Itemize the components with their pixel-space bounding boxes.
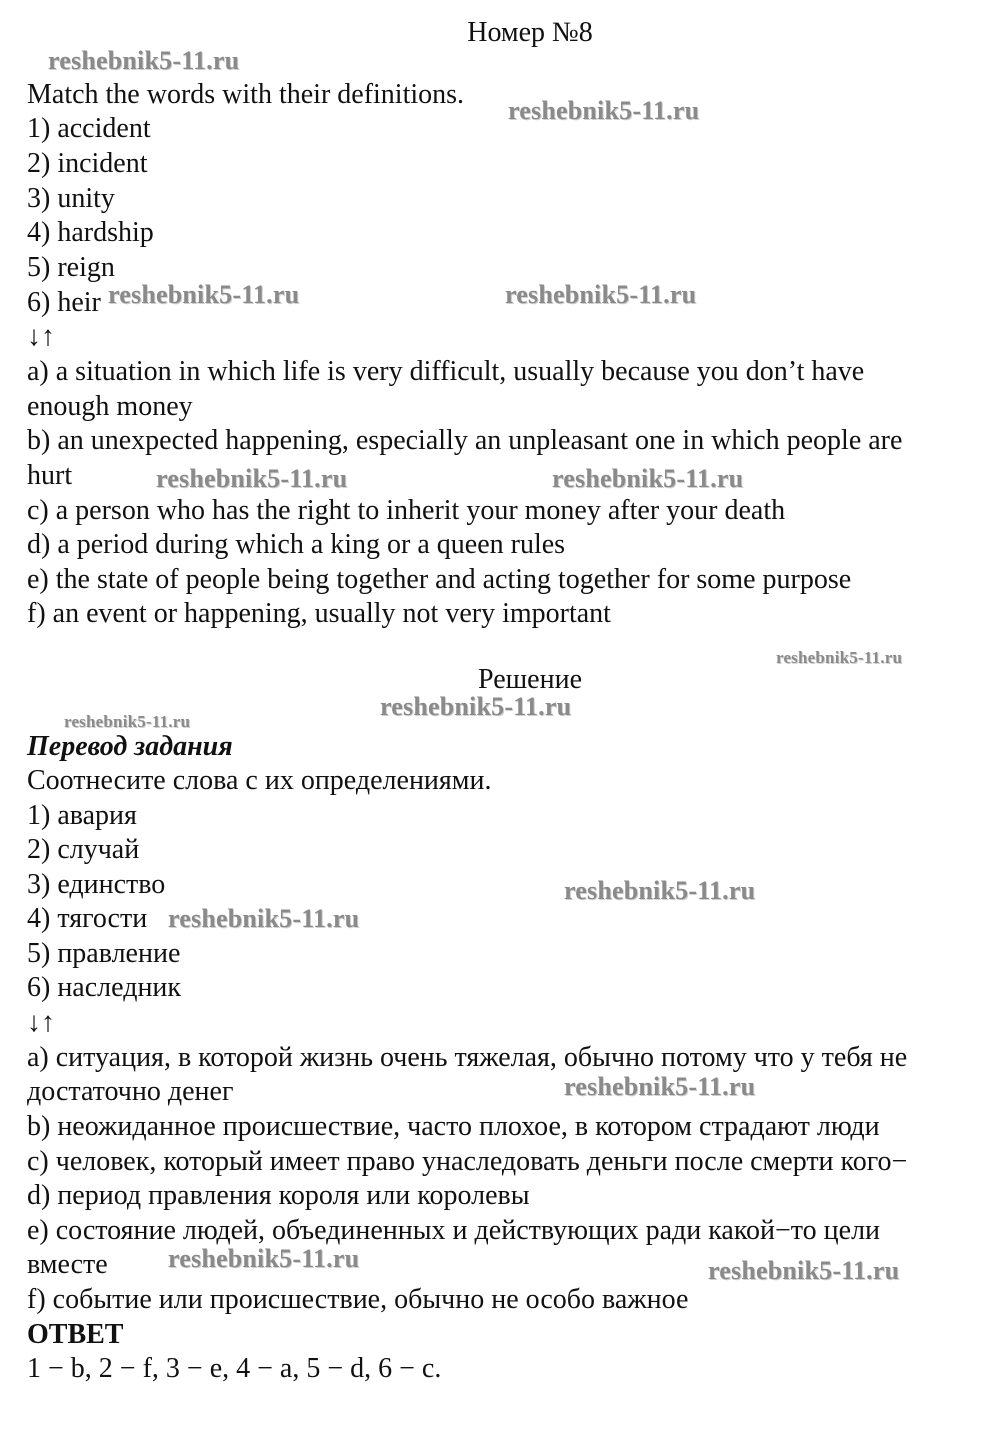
translation-definition: f) событие или происшествие, обычно не особо важное xyxy=(27,1284,689,1315)
task-word: 3) unity xyxy=(27,183,115,214)
task-definition: c) a person who has the right to inherit your money after your death xyxy=(27,495,786,526)
task-definition: a) a situation in which life is very difficult, usually because you don’t have xyxy=(27,356,865,387)
watermark: reshebnik5-11.ru xyxy=(564,876,756,905)
watermark: reshebnik5-11.ru xyxy=(505,280,697,309)
watermark: reshebnik5-11.ru xyxy=(564,1072,756,1101)
watermark: reshebnik5-11.ru xyxy=(380,692,572,721)
watermark: reshebnik5-11.ru xyxy=(508,96,700,125)
translation-definition: e) состояние людей, объединенных и действующих ради какой−то цели xyxy=(27,1215,881,1246)
task-instruction: Match the words with their definitions. xyxy=(27,79,465,110)
task-arrows: ↓↑ xyxy=(27,321,55,352)
translation-word: 2) случай xyxy=(27,834,140,865)
watermark: reshebnik5-11.ru xyxy=(64,712,191,731)
watermark: reshebnik5-11.ru xyxy=(108,280,300,309)
translation-word: 1) авария xyxy=(27,800,137,831)
page-title: Номер №8 xyxy=(467,17,593,48)
watermark: reshebnik5-11.ru xyxy=(708,1256,900,1285)
translation-instruction: Соотнесите слова с их определениями. xyxy=(27,765,492,796)
task-definition: b) an unexpected happening, especially an unpleasant one in which people are xyxy=(27,425,903,456)
translation-word: 4) тягости xyxy=(27,903,148,934)
task-word: 5) reign xyxy=(27,252,115,283)
translation-word: 6) наследник xyxy=(27,972,182,1003)
task-definition: d) a period during which a king or a queen rules xyxy=(27,529,566,560)
answer-heading: ОТВЕТ xyxy=(27,1319,124,1350)
watermark: reshebnik5-11.ru xyxy=(168,904,360,933)
translation-definition: достаточно денег xyxy=(27,1076,234,1107)
translation-definition: вместе xyxy=(27,1249,108,1280)
task-definition: hurt xyxy=(27,460,73,491)
watermark: reshebnik5-11.ru xyxy=(776,648,903,667)
watermark: reshebnik5-11.ru xyxy=(156,464,348,493)
translation-definition: a) ситуация, в которой жизнь очень тяжелая, обычно потому что у тебя не xyxy=(27,1042,908,1073)
translation-word: 3) единство xyxy=(27,869,166,900)
task-definition: e) the state of people being together and acting together for some purpose xyxy=(27,564,852,595)
watermark: reshebnik5-11.ru xyxy=(48,46,240,75)
task-definition: enough money xyxy=(27,391,193,422)
solution-heading: Решение xyxy=(477,664,582,695)
task-definition: f) an event or happening, usually not very important xyxy=(27,598,611,629)
translation-arrows: ↓↑ xyxy=(27,1007,55,1038)
translation-word: 5) правление xyxy=(27,938,181,969)
translation-definition: c) человек, который имеет право унаследовать деньги после смерти кого− xyxy=(27,1146,908,1177)
translation-definition: b) неожиданное происшествие, часто плохое, в котором страдают люди xyxy=(27,1111,880,1142)
watermark: reshebnik5-11.ru xyxy=(552,464,744,493)
task-word: 4) hardship xyxy=(27,217,154,248)
task-word: 6) heir xyxy=(27,287,101,318)
watermark: reshebnik5-11.ru xyxy=(168,1244,360,1273)
translation-heading: Перевод задания xyxy=(27,731,233,762)
translation-definition: d) период правления короля или королевы xyxy=(27,1180,530,1211)
task-word: 2) incident xyxy=(27,148,148,179)
task-word: 1) accident xyxy=(27,113,151,144)
answer-text: 1 − b, 2 − f, 3 − e, 4 − a, 5 − d, 6 − c. xyxy=(27,1353,442,1384)
